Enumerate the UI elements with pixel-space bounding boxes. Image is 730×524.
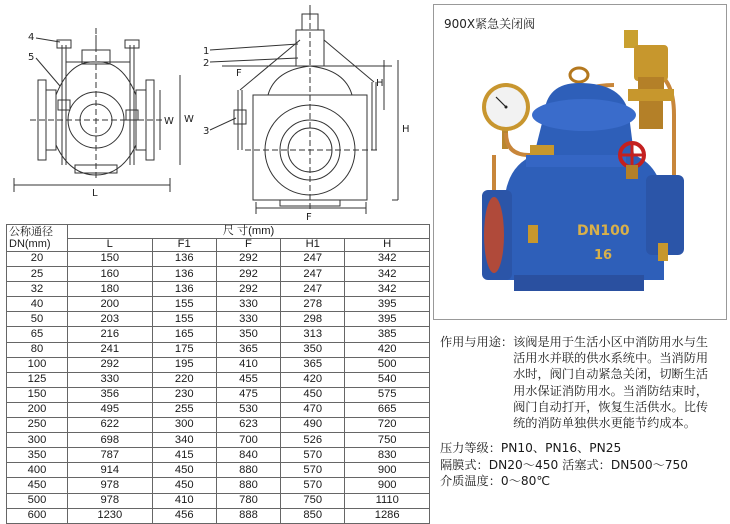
table-cell: 330 — [216, 312, 280, 327]
table-row — [7, 357, 430, 372]
usage-line: 阀门自动打开，恢复生活供水。比传 — [513, 399, 709, 414]
cell-dn: 200 — [7, 402, 68, 417]
table-row — [7, 463, 430, 478]
table-row — [7, 448, 430, 463]
valve-engineering-drawings — [0, 0, 432, 222]
dim-l: L — [92, 188, 98, 199]
table-cell: 155 — [152, 297, 216, 312]
table-cell: 750 — [281, 493, 345, 508]
side-view-drawing — [14, 28, 180, 192]
table-cell: 880 — [216, 463, 280, 478]
usage-label: 作用与用途： — [440, 335, 514, 349]
dim-h1: H — [376, 78, 384, 89]
dim-w2: W — [164, 116, 174, 127]
table-cell: 623 — [216, 418, 280, 433]
table-cell: 420 — [281, 372, 345, 387]
callout-3: 3 — [203, 126, 210, 137]
table-cell: 780 — [216, 493, 280, 508]
table-cell: 385 — [345, 327, 430, 342]
table-cell: 230 — [152, 387, 216, 402]
table-cell: 342 — [345, 282, 430, 297]
table-row — [7, 312, 430, 327]
medium-temperature: 介质温度：0～80℃ — [440, 474, 551, 488]
dim-f: F — [306, 212, 312, 222]
pressure-rating: 压力等级：PN10、PN16、PN25 — [440, 441, 622, 455]
col-h: H — [345, 238, 430, 252]
table-cell: 665 — [345, 402, 430, 417]
table-cell: 526 — [281, 433, 345, 448]
table-cell: 570 — [281, 448, 345, 463]
col-f: F — [216, 238, 280, 252]
table-row — [7, 372, 430, 387]
table-cell: 313 — [281, 327, 345, 342]
usage-line: 统的消防单独供水更能节约成本。 — [513, 416, 696, 431]
table-cell: 200 — [68, 297, 153, 312]
table-row — [7, 342, 430, 357]
photo-title: 900X紧急关闭阀 — [444, 17, 536, 31]
table-cell: 450 — [281, 387, 345, 402]
table-row — [7, 327, 430, 342]
table-cell: 570 — [281, 463, 345, 478]
table-cell: 622 — [68, 418, 153, 433]
table-cell: 880 — [216, 478, 280, 493]
table-row — [7, 418, 430, 433]
valve-photo — [434, 5, 726, 319]
table-row — [7, 493, 430, 508]
table-cell: 180 — [68, 282, 153, 297]
table-cell: 470 — [281, 402, 345, 417]
connection-type: 隔膜式：DN20～450 活塞式：DN500～750 — [440, 457, 689, 472]
table-row — [7, 508, 430, 523]
table-cell: 750 — [345, 433, 430, 448]
dim-f1: F — [236, 68, 242, 79]
table-cell: 292 — [68, 357, 153, 372]
callout-4: 4 — [28, 32, 35, 43]
col-h1: H1 — [281, 238, 345, 252]
table-cell: 356 — [68, 387, 153, 402]
table-cell: 330 — [68, 372, 153, 387]
table-cell: 278 — [281, 297, 345, 312]
table-cell: 300 — [152, 418, 216, 433]
table-cell: 160 — [68, 267, 153, 282]
table-cell: 1110 — [345, 493, 430, 508]
table-cell: 247 — [281, 267, 345, 282]
usage-text — [513, 334, 708, 431]
body-marking-pn: 16 — [594, 248, 613, 263]
table-cell: 456 — [152, 508, 216, 523]
table-cell: 698 — [68, 433, 153, 448]
callout-5: 5 — [28, 52, 35, 63]
cell-dn: 25 — [7, 267, 68, 282]
table-row — [7, 433, 430, 448]
usage-line: 该阀是用于生活小区中消防用水与生 — [513, 335, 709, 349]
product-photo-frame — [433, 4, 727, 320]
table-row — [7, 252, 430, 267]
callout-1: 1 — [203, 46, 210, 57]
usage-line: 用水保证消防用水。当消防结束时， — [513, 383, 709, 398]
table-cell: 787 — [68, 448, 153, 463]
dim-w: W — [184, 114, 194, 125]
table-body — [7, 252, 430, 524]
cell-dn: 400 — [7, 463, 68, 478]
table-cell: 342 — [345, 252, 430, 267]
cell-dn: 40 — [7, 297, 68, 312]
cell-dn: 450 — [7, 478, 68, 493]
table-row — [7, 297, 430, 312]
table-cell: 700 — [216, 433, 280, 448]
table-cell: 292 — [216, 267, 280, 282]
table-cell: 155 — [152, 312, 216, 327]
callout-2: 2 — [203, 58, 210, 69]
table-cell: 540 — [345, 372, 430, 387]
table-cell: 165 — [152, 327, 216, 342]
table-cell: 495 — [68, 402, 153, 417]
table-cell: 365 — [216, 342, 280, 357]
table-row — [7, 387, 430, 402]
table-cell: 1230 — [68, 508, 153, 523]
table-cell: 150 — [68, 252, 153, 267]
table-row — [7, 478, 430, 493]
dim-h: H — [402, 124, 410, 135]
table-cell: 195 — [152, 357, 216, 372]
table-cell: 420 — [345, 342, 430, 357]
cell-dn: 300 — [7, 433, 68, 448]
cell-dn: 500 — [7, 493, 68, 508]
table-cell: 136 — [152, 267, 216, 282]
cell-dn: 150 — [7, 387, 68, 402]
cell-dn: 250 — [7, 418, 68, 433]
table-cell: 241 — [68, 342, 153, 357]
specifications — [440, 440, 688, 490]
table-cell: 410 — [152, 493, 216, 508]
usage-description — [440, 334, 725, 431]
table-cell: 136 — [152, 282, 216, 297]
table-cell: 900 — [345, 463, 430, 478]
table-cell: 570 — [281, 478, 345, 493]
table-cell: 365 — [281, 357, 345, 372]
table-cell: 220 — [152, 372, 216, 387]
table-cell: 575 — [345, 387, 430, 402]
col-l: L — [68, 238, 153, 252]
cell-dn: 50 — [7, 312, 68, 327]
table-cell: 888 — [216, 508, 280, 523]
table-cell: 350 — [281, 342, 345, 357]
table-cell: 455 — [216, 372, 280, 387]
cell-dn: 100 — [7, 357, 68, 372]
table-cell: 175 — [152, 342, 216, 357]
table-row — [7, 282, 430, 297]
cell-dn: 80 — [7, 342, 68, 357]
table-cell: 450 — [152, 478, 216, 493]
cell-dn: 32 — [7, 282, 68, 297]
cell-dn: 600 — [7, 508, 68, 523]
table-cell: 216 — [68, 327, 153, 342]
table-cell: 350 — [216, 327, 280, 342]
table-cell: 247 — [281, 252, 345, 267]
table-cell: 415 — [152, 448, 216, 463]
table-cell: 330 — [216, 297, 280, 312]
table-cell: 292 — [216, 282, 280, 297]
table-cell: 450 — [152, 463, 216, 478]
col-f1: F1 — [152, 238, 216, 252]
table-cell: 914 — [68, 463, 153, 478]
table-cell: 840 — [216, 448, 280, 463]
cell-dn: 20 — [7, 252, 68, 267]
table-cell: 395 — [345, 312, 430, 327]
cell-dn: 350 — [7, 448, 68, 463]
table-cell: 203 — [68, 312, 153, 327]
table-cell: 978 — [68, 478, 153, 493]
table-cell: 342 — [345, 267, 430, 282]
table-cell: 255 — [152, 402, 216, 417]
usage-line: 活用水并联的供水系统中。当消防用 — [513, 351, 709, 366]
table-cell: 978 — [68, 493, 153, 508]
body-marking-dn: DN100 — [577, 223, 630, 239]
table-row — [7, 267, 430, 282]
header-nominal-diameter: 公称通径 DN(mm) — [7, 225, 68, 252]
table-cell: 475 — [216, 387, 280, 402]
table-cell: 247 — [281, 282, 345, 297]
table-cell: 298 — [281, 312, 345, 327]
table-cell: 500 — [345, 357, 430, 372]
table-row — [7, 402, 430, 417]
table-cell: 410 — [216, 357, 280, 372]
usage-line: 水时，阀门自动紧急关闭，切断生活 — [513, 367, 709, 382]
table-cell: 720 — [345, 418, 430, 433]
cell-dn: 65 — [7, 327, 68, 342]
table-cell: 490 — [281, 418, 345, 433]
table-cell: 850 — [281, 508, 345, 523]
table-cell: 292 — [216, 252, 280, 267]
table-cell: 136 — [152, 252, 216, 267]
table-cell: 340 — [152, 433, 216, 448]
table-cell: 530 — [216, 402, 280, 417]
cell-dn: 125 — [7, 372, 68, 387]
front-view-drawing — [210, 5, 398, 214]
table-cell: 830 — [345, 448, 430, 463]
table-cell: 900 — [345, 478, 430, 493]
dimension-table — [6, 224, 430, 524]
table-cell: 1286 — [345, 508, 430, 523]
header-dimensions: 尺 寸(mm) — [68, 225, 430, 239]
table-cell: 395 — [345, 297, 430, 312]
